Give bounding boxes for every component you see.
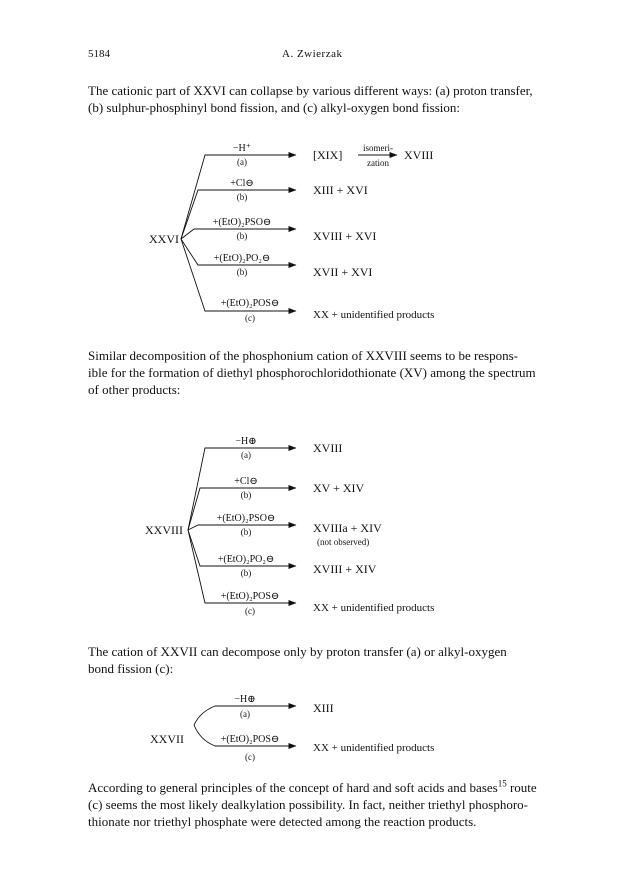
scheme-1-tag: (b) bbox=[236, 231, 248, 241]
scheme-1-reagent: +(EtO)₂PO₂⊖ bbox=[213, 253, 271, 264]
scheme-1-arrow-label: isomeri- bbox=[363, 143, 393, 153]
scheme-3-tag: (a) bbox=[240, 709, 250, 719]
scheme-1-product: XVII + XVI bbox=[313, 265, 373, 279]
scheme-3-source: XXVII bbox=[150, 732, 184, 746]
scheme-1-final-product: XVIII bbox=[404, 148, 434, 162]
paragraph-1-line: (b) sulphur-phosphinyl bond fission, and (c) alkyl-oxygen bond fission: bbox=[88, 100, 461, 115]
scheme-1-product: [XIX] bbox=[313, 148, 343, 162]
scheme-2-reagent: +(EtO)₂POS⊖ bbox=[220, 591, 280, 602]
scheme-2-product: XVIII + XIV bbox=[313, 562, 377, 576]
scheme-1-product: XIII + XVI bbox=[313, 183, 368, 197]
running-head: A. Zwierzak bbox=[282, 48, 343, 60]
scheme-1-product: XVIII + XVI bbox=[313, 229, 377, 243]
scheme-2-reagent: +(EtO)₂PO₂⊖ bbox=[217, 554, 275, 565]
scheme-1-reagent: +Cl⊖ bbox=[230, 178, 254, 189]
citation-superscript: 15 bbox=[497, 778, 507, 789]
paragraph-2-line: Similar decomposition of the phosphonium cation of XXVIII seems to be respons- bbox=[88, 348, 519, 363]
scheme-2-product: XVIIIa + XIV bbox=[313, 521, 382, 535]
scheme-2 bbox=[145, 436, 434, 616]
scheme-3-reagent: +(EtO)₂POS⊖ bbox=[220, 734, 280, 745]
paragraph-3-line: bond fission (c): bbox=[88, 661, 174, 676]
scheme-2-reagent: +(EtO)₂PSO⊖ bbox=[216, 513, 276, 524]
scheme-1 bbox=[149, 143, 434, 323]
paragraph-1-line: The cationic part of XXVI can collapse by various different ways: (a) proton transfer, bbox=[88, 83, 533, 98]
scheme-2-tag: (c) bbox=[245, 606, 255, 616]
scheme-3-reagent: −H⊕ bbox=[234, 694, 256, 705]
scheme-2-tag: (b) bbox=[240, 527, 252, 537]
scheme-2-tag: (b) bbox=[240, 568, 252, 578]
scheme-1-reagent: −H⁺ bbox=[232, 143, 252, 154]
scheme-3-product: XIII bbox=[313, 701, 334, 715]
scheme-1-tag: (c) bbox=[245, 313, 255, 323]
scheme-3-tag: (c) bbox=[245, 752, 255, 762]
scheme-2-source: XXVIII bbox=[145, 523, 183, 537]
paragraph-4-line: thionate nor triethyl phosphate were detected among the reaction products. bbox=[88, 814, 477, 829]
scheme-1-arrow-label: zation bbox=[367, 158, 389, 168]
scheme-3 bbox=[150, 694, 434, 762]
paragraph-2-line: of other products: bbox=[88, 382, 181, 397]
scheme-2-note: (not observed) bbox=[317, 537, 370, 547]
paragraph-2-line: ible for the formation of diethyl phosphorochloridothionate (XV) among the spectrum bbox=[88, 365, 536, 380]
scheme-2-tag: (a) bbox=[241, 450, 251, 460]
scheme-1-source: XXVI bbox=[149, 232, 179, 246]
scheme-2-product: XV + XIV bbox=[313, 481, 365, 495]
scheme-2-product: XVIII bbox=[313, 441, 343, 455]
scheme-1-tag: (b) bbox=[236, 192, 248, 202]
scheme-1-product: XX + unidentified products bbox=[313, 309, 435, 321]
scheme-2-reagent: +Cl⊖ bbox=[234, 476, 258, 487]
scheme-1-tag: (a) bbox=[237, 157, 247, 167]
paragraph-4-text: route bbox=[506, 780, 537, 795]
scheme-2-tag: (b) bbox=[240, 490, 252, 500]
scheme-1-reagent: +(EtO)₂PSO⊖ bbox=[212, 217, 272, 228]
scheme-3-product: XX + unidentified products bbox=[313, 742, 435, 754]
paragraph-4-text: According to general principles of the concept of hard and soft acids and bases bbox=[88, 780, 498, 795]
scheme-1-reagent: +(EtO)₂POS⊖ bbox=[220, 298, 280, 309]
paragraph-4-line: (c) seems the most likely dealkylation possibility. In fact, neither triethyl phosphoro- bbox=[88, 797, 528, 812]
page-number: 5184 bbox=[88, 48, 110, 60]
scheme-2-reagent: −H⊕ bbox=[235, 436, 257, 447]
scheme-1-tag: (b) bbox=[236, 267, 248, 277]
paragraph-3-line: The cation of XXVII can decompose only by proton transfer (a) or alkyl-oxygen bbox=[88, 644, 507, 659]
scheme-2-product: XX + unidentified products bbox=[313, 602, 435, 614]
